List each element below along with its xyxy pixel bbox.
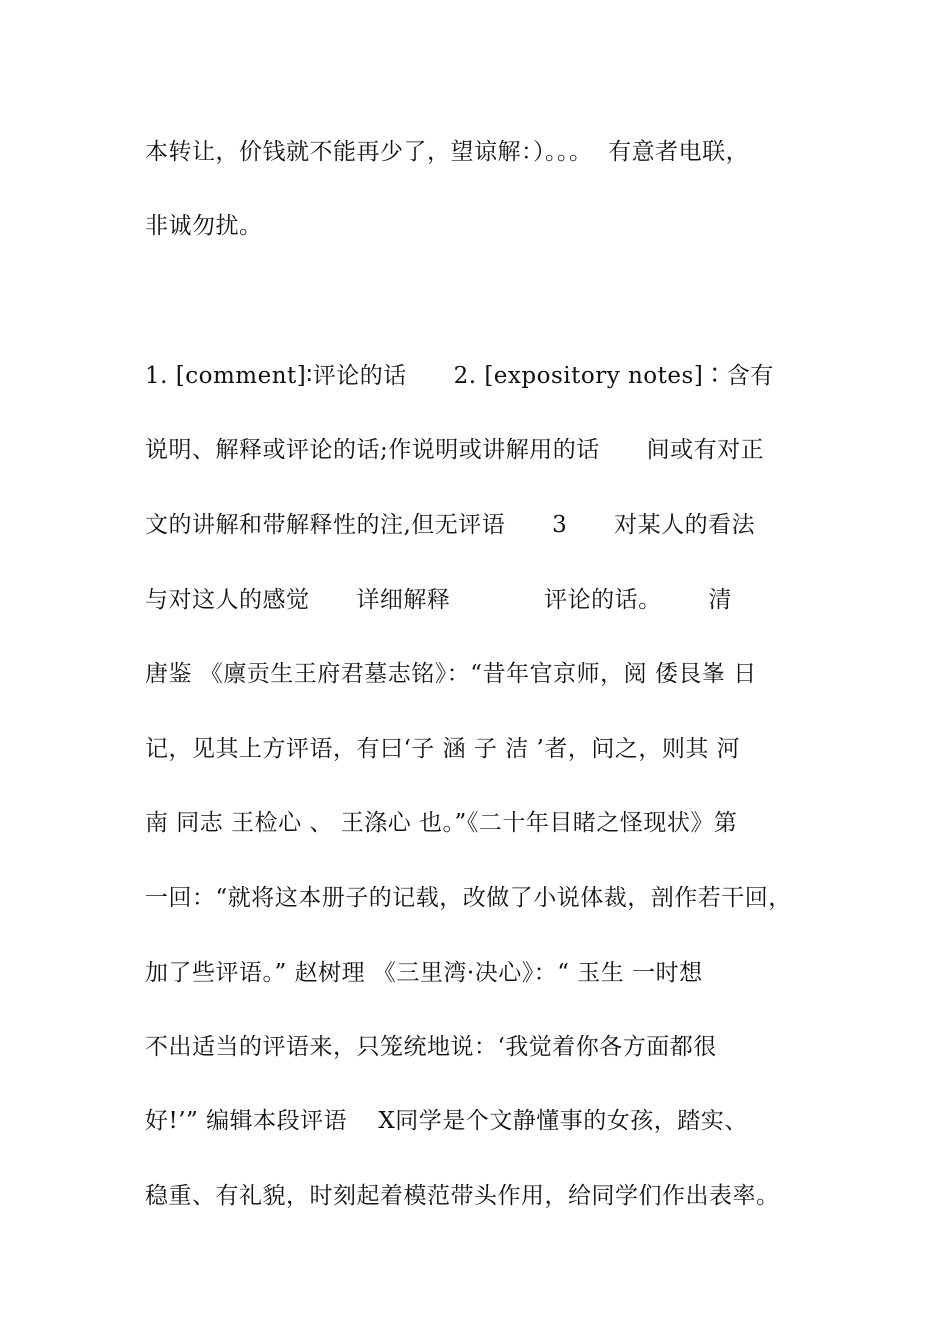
text-line: 文的讲解和带解释性的注,但无评语 3 对某人的看法 <box>145 512 756 538</box>
text-line: 稳重、有礼貌，时刻起着模范带头作用，给同学们作出表率。 <box>145 1183 780 1209</box>
text-line: 一回：“就将这本册子的记载，改做了小说体裁，剖作若干回， <box>145 885 792 911</box>
text-line: 唐鉴 《廪贡生王府君墓志铭》：“昔年官京师，阅 倭艮峯 日 <box>145 661 757 687</box>
text-line: 加了些评语。” 赵树理 《三里湾·决心》：“ 玉生 一时想 <box>145 960 703 986</box>
text-line: 本转让，价钱就不能再少了，望谅解：）。。。 有意者电联， <box>145 139 750 165</box>
text-line: 1. [comment]∶评论的话 2. [expository notes]∶含有 <box>145 363 774 389</box>
text-line: 记，见其上方评语，有曰‘子 涵 子 洁 ’者，问之，则其 河 <box>145 736 741 762</box>
text-line: 非诚勿扰。 <box>145 213 263 239</box>
text-line: 南 同志 王检心 、 王涤心 也。”《二十年目睹之怪现状》第 <box>145 810 738 836</box>
text-line: 说明、解释或评论的话;作说明或讲解用的话 间或有对正 <box>145 437 765 463</box>
text-line: 与对这人的感觉 详细解释 评论的话。 清 <box>145 587 732 613</box>
text-line: 不出适当的评语来，只笼统地说：‘我觉着你各方面都很 <box>145 1034 717 1060</box>
text-line: 好!’” 编辑本段评语 X同学是个文静懂事的女孩，踏实、 <box>145 1108 748 1134</box>
